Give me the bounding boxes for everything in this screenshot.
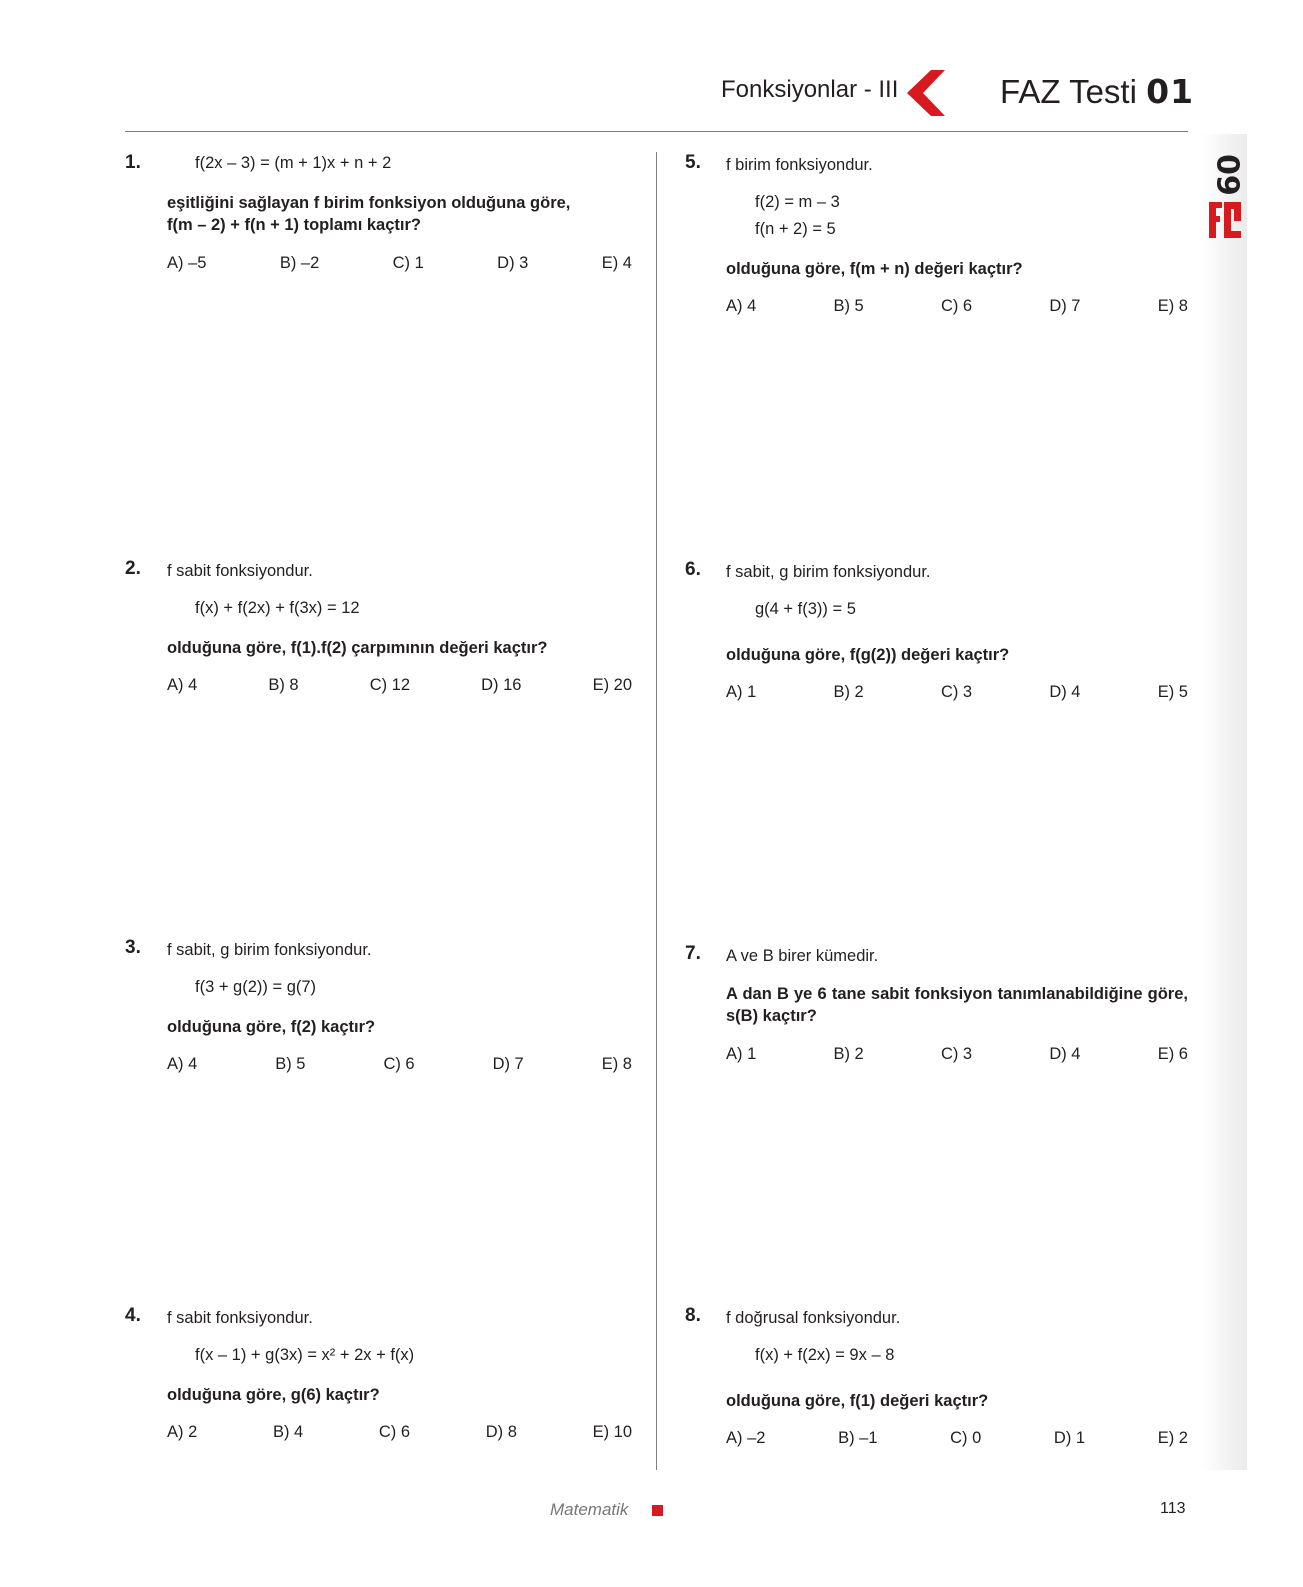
question-7-intro: A ve B birer kümedir. xyxy=(726,947,879,965)
choice-c[interactable]: C) 3 xyxy=(940,1045,973,1063)
choice-b[interactable]: B) 8 xyxy=(268,676,299,694)
choice-e[interactable]: E) 20 xyxy=(592,676,632,694)
question-2-choices xyxy=(167,676,632,695)
side-tag-logo-icon xyxy=(1209,202,1241,238)
question-5-equation-2: f(n + 2) = 5 xyxy=(755,220,836,238)
question-4-number: 4. xyxy=(125,1305,141,1326)
question-2-intro: f sabit fonksiyondur. xyxy=(167,562,313,580)
question-7-prompt: A dan B ye 6 tane sabit fonksiyon tanımlanabildiğine göre, s(B) kaçtır? xyxy=(726,985,1188,1025)
question-2-prompt: olduğuna göre, f(1).f(2) çarpımının değeri kaçtır? xyxy=(167,639,548,657)
question-5-equation-1: f(2) = m – 3 xyxy=(755,193,840,211)
question-4-equation: f(x – 1) + g(3x) = x² + 2x + f(x) xyxy=(195,1346,415,1364)
question-6-prompt: olduğuna göre, f(g(2)) değeri kaçtır? xyxy=(726,646,1010,664)
choice-e[interactable]: E) 8 xyxy=(601,1055,632,1073)
choice-c[interactable]: C) 1 xyxy=(392,254,424,272)
footer-subject: Matematik xyxy=(550,1500,629,1519)
question-8-choices xyxy=(726,1429,1188,1448)
choice-d[interactable]: D) 1 xyxy=(1053,1429,1086,1447)
question-5-prompt: olduğuna göre, f(m + n) değeri kaçtır? xyxy=(726,260,1023,278)
choice-d[interactable]: D) 16 xyxy=(481,676,522,694)
question-2-equation: f(x) + f(2x) + f(3x) = 12 xyxy=(195,599,360,617)
question-4-choices xyxy=(167,1423,632,1442)
test-label: FAZ Testi xyxy=(1000,73,1137,110)
choice-e[interactable]: E) 6 xyxy=(1157,1045,1188,1063)
choice-c[interactable]: C) 6 xyxy=(940,297,973,315)
choice-e[interactable]: E) 4 xyxy=(601,254,632,272)
side-band xyxy=(1202,134,1247,1470)
question-6-choices xyxy=(726,683,1188,702)
choice-b[interactable]: B) –1 xyxy=(838,1429,878,1447)
question-5-intro: f birim fonksiyondur. xyxy=(726,156,873,174)
choice-b[interactable]: B) 2 xyxy=(833,1045,864,1063)
choice-e[interactable]: E) 5 xyxy=(1157,683,1188,701)
choice-d[interactable]: D) 3 xyxy=(497,254,529,272)
question-1-equation: f(2x – 3) = (m + 1)x + n + 2 xyxy=(195,154,392,172)
choice-a[interactable]: A) 2 xyxy=(167,1423,198,1441)
question-4-prompt: olduğuna göre, g(6) kaçtır? xyxy=(167,1386,380,1404)
question-4-intro: f sabit fonksiyondur. xyxy=(167,1309,313,1327)
choice-b[interactable]: B) 5 xyxy=(833,297,864,315)
choice-a[interactable]: A) 4 xyxy=(726,297,757,315)
test-title xyxy=(1000,72,1194,111)
choice-b[interactable]: B) –2 xyxy=(279,254,320,272)
question-6-equation: g(4 + f(3)) = 5 xyxy=(755,600,856,618)
choice-c[interactable]: C) 3 xyxy=(940,683,973,701)
choice-c[interactable]: C) 6 xyxy=(383,1055,415,1073)
side-tag-number: 09 xyxy=(1209,154,1245,196)
side-tag xyxy=(1206,150,1246,260)
page-number: 113 xyxy=(1160,1500,1186,1517)
question-8-number: 8. xyxy=(685,1305,701,1326)
choice-e[interactable]: E) 2 xyxy=(1157,1429,1188,1447)
question-7-choices xyxy=(726,1045,1188,1064)
choice-c[interactable]: C) 0 xyxy=(950,1429,982,1447)
question-1-prompt-line-1: eşitliğini sağlayan f birim fonksiyon olduğuna göre, xyxy=(167,194,571,212)
header-divider xyxy=(125,131,1188,132)
question-1-choices xyxy=(167,254,632,273)
question-3-number: 3. xyxy=(125,937,141,958)
question-8-intro: f doğrusal fonksiyondur. xyxy=(726,1309,901,1327)
question-5-number: 5. xyxy=(685,152,701,173)
question-5-choices xyxy=(726,297,1188,316)
footer-square-icon xyxy=(652,1505,663,1516)
choice-a[interactable]: A) 1 xyxy=(726,1045,757,1063)
choice-e[interactable]: E) 8 xyxy=(1157,297,1188,315)
question-1-prompt xyxy=(167,192,632,236)
question-8-prompt: olduğuna göre, f(1) değeri kaçtır? xyxy=(726,1392,989,1410)
choice-d[interactable]: D) 7 xyxy=(1049,297,1081,315)
choice-d[interactable]: D) 4 xyxy=(1049,1045,1081,1063)
choice-d[interactable]: D) 4 xyxy=(1049,683,1081,701)
choice-d[interactable]: D) 7 xyxy=(492,1055,524,1073)
choice-d[interactable]: D) 8 xyxy=(485,1423,517,1441)
question-3-prompt: olduğuna göre, f(2) kaçtır? xyxy=(167,1018,376,1036)
question-1-prompt-line-2: f(m – 2) + f(n + 1) toplamı kaçtır? xyxy=(167,216,421,234)
choice-b[interactable]: B) 4 xyxy=(272,1423,304,1441)
question-1-number: 1. xyxy=(125,152,141,173)
choice-c[interactable]: C) 12 xyxy=(369,676,411,694)
choice-a[interactable]: A) 4 xyxy=(167,1055,198,1073)
choice-a[interactable]: A) 4 xyxy=(167,676,198,694)
question-6-number: 6. xyxy=(685,559,701,580)
test-number: 01 xyxy=(1146,72,1195,111)
question-7-number: 7. xyxy=(685,943,701,964)
section-title: Fonksiyonlar - III xyxy=(721,76,899,103)
choice-a[interactable]: A) 1 xyxy=(726,683,757,701)
question-3-choices xyxy=(167,1055,632,1074)
question-2-number: 2. xyxy=(125,558,141,579)
chevron-left-icon xyxy=(905,70,951,116)
choice-a[interactable]: A) –2 xyxy=(726,1429,766,1447)
choice-b[interactable]: B) 2 xyxy=(833,683,864,701)
question-3-intro: f sabit, g birim fonksiyondur. xyxy=(167,941,372,959)
choice-e[interactable]: E) 10 xyxy=(592,1423,632,1441)
column-divider xyxy=(656,152,657,1470)
choice-a[interactable]: A) –5 xyxy=(167,254,207,272)
question-6-intro: f sabit, g birim fonksiyondur. xyxy=(726,563,931,581)
question-3-equation: f(3 + g(2)) = g(7) xyxy=(195,978,317,996)
choice-c[interactable]: C) 6 xyxy=(378,1423,411,1441)
question-8-equation: f(x) + f(2x) = 9x – 8 xyxy=(755,1346,895,1364)
choice-b[interactable]: B) 5 xyxy=(275,1055,306,1073)
